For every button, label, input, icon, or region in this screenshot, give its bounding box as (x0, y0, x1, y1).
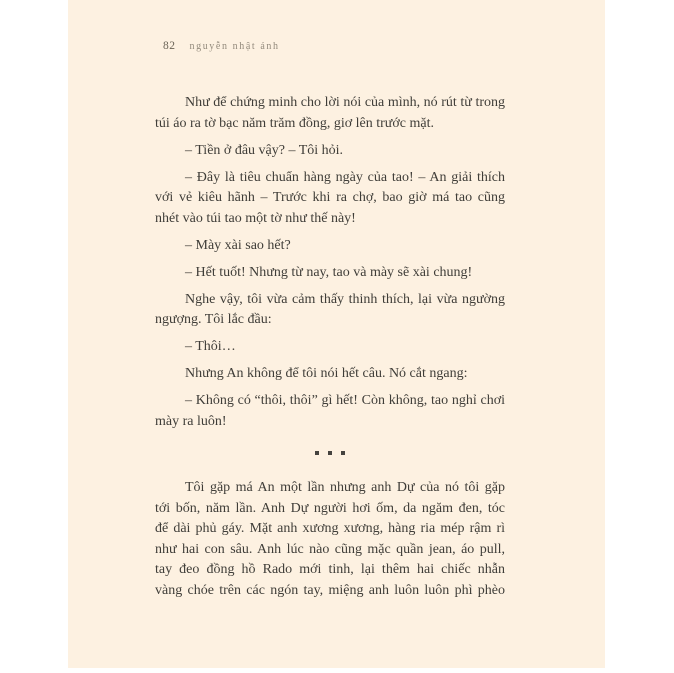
text-line: tay đeo đồng hồ Rado mới tinh, lại thêm hai chiếc nhẫn (155, 562, 505, 577)
text-line: tới bốn, năm lần. Anh Dự người hơi ốm, da ngăm đen, tóc (155, 500, 505, 516)
text-line: Như để chứng minh cho lời nói của mình, nó rút từ trong (185, 95, 505, 110)
paragraph-dialogue (155, 168, 505, 230)
text-line: với vẻ kiêu hãnh – Trước khi ra chợ, bao giờ má tao cũng (155, 190, 505, 205)
square-dot-icon (341, 451, 345, 455)
text-line: Nghe vậy, tôi vừa cảm thấy thinh thích, lại vừa ngường (185, 291, 505, 307)
running-header (163, 36, 280, 54)
page-number: 82 (163, 40, 176, 52)
running-title-author: nguyễn nhật ánh (189, 41, 280, 52)
text-line: – Đây là tiêu chuẩn hàng ngày của tao! – An giải thích (185, 169, 505, 185)
paragraph-dialogue (155, 263, 505, 284)
paragraph-dialogue (155, 337, 505, 358)
text-line: – Tiền ở đâu vậy? – Tôi hỏi. (185, 142, 344, 158)
text-line: mày ra luôn! (155, 413, 227, 429)
paragraph-dialogue (155, 391, 505, 432)
text-line: ngượng. Tôi lắc đầu: (155, 312, 272, 327)
text-line: để dài phủ gáy. Mặt anh xương xương, hàng ria mép rậm rì (155, 521, 505, 536)
square-dot-icon (328, 451, 332, 455)
text-line: túi áo ra tờ bạc năm trăm đồng, giơ lên trước mặt. (155, 115, 434, 131)
paragraph (155, 364, 505, 385)
paragraph-dialogue (155, 141, 505, 162)
page-text (155, 93, 505, 608)
text-line: – Hết tuốt! Nhưng từ nay, tao và mày sẽ xài chung! (185, 264, 473, 280)
paragraph (155, 478, 505, 601)
text-line: như hai con sâu. Anh lúc nào cũng mặc quần jean, áo pull, (155, 541, 505, 557)
text-line: nhét vào túi tao một tờ như thế này! (155, 210, 356, 226)
text-line: Nhưng An không để tôi nói hết câu. Nó cắt ngang: (185, 366, 468, 381)
paragraph (155, 290, 505, 331)
text-line: – Mày xài sao hết? (185, 237, 291, 253)
square-dot-icon (315, 451, 319, 455)
paragraph (155, 93, 505, 134)
paragraph-dialogue (155, 236, 505, 257)
book-page (68, 0, 605, 668)
section-break-ornament (155, 443, 505, 463)
text-line: vàng chóe trên các ngón tay, miệng anh luôn luôn phì phèo (155, 582, 505, 598)
text-line: – Thôi… (185, 339, 236, 354)
text-line: Tôi gặp má An một lần nhưng anh Dự của nó tôi gặp (185, 480, 505, 495)
text-line: – Không có “thôi, thôi” gì hết! Còn không, tao nghỉ chơi (185, 393, 505, 408)
